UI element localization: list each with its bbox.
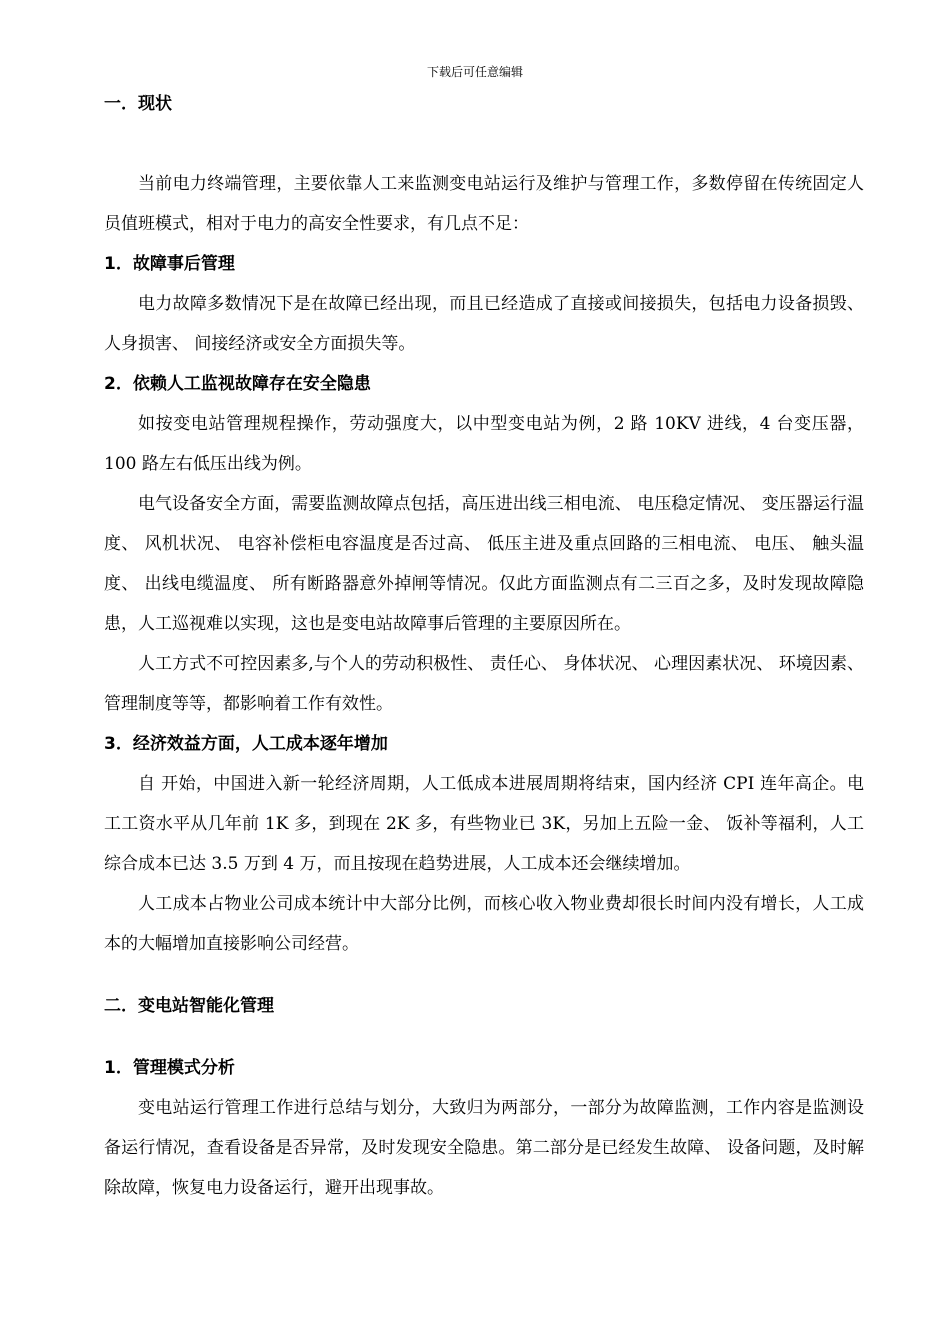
paragraph: 电气设备安全方面，需要监测故障点包括，高压进出线三相电流、 电压稳定情况、 变压器运行温度、 风机状况、 电容补偿柜电容温度是否过高、 低压主进及重点回路的三相电流、 电压、 触头温度、 出线电缆温度、 所有断路器意外掉闸等情况。仅此方面监测点有二三百之多，及时发现故障隐患，人工巡视难以实现，这也是变电站故障事后管理的主要原因所在。: [104, 494, 864, 634]
subsection-heading-management-mode: 1．管理模式分析: [104, 1058, 235, 1078]
paragraph: 自 开始，中国进入新一轮经济周期，人工低成本进展周期将结束，国内经济 CPI 连年高企。电工工资水平从几年前 1K 多，到现在 2K 多，有些物业已 3K，另加上五险一金、 饭补等福利，人工综合成本已达 3.5 万到 4 万，而且按现在趋势进展，人工成本还会继续增加。: [104, 774, 864, 874]
document-body: [104, 84, 864, 1208]
section-1-title: 一．现状: [104, 94, 172, 114]
paragraph: 人工方式不可控因素多,与个人的劳动积极性、 责任心、 身体状况、 心理因素状况、 环境因素、 管理制度等等，都影响着工作有效性。: [104, 654, 864, 714]
spacer: [104, 1026, 864, 1048]
section-1-intro: 当前电力终端管理，主要依靠人工来监测变电站运行及维护与管理工作，多数停留在传统固定人员值班模式，相对于电力的高安全性要求，有几点不足：: [104, 174, 864, 234]
spacer: [104, 964, 864, 986]
paragraph: 电力故障多数情况下是在故障已经出现，而且已经造成了直接或间接损失，包括电力设备损毁、 人身损害、 间接经济或安全方面损失等。: [104, 294, 864, 354]
paragraph: 变电站运行管理工作进行总结与划分，大致归为两部分，一部分为故障监测，工作内容是监测设备运行情况，查看设备是否异常，及时发现安全隐患。第二部分是已经发生故障、 设备问题，及时解除故障，恢复电力设备运行，避开出现事故。: [104, 1098, 864, 1198]
subsection-heading-economic-benefit: 3．经济效益方面，人工成本逐年增加: [104, 734, 388, 754]
page-header: 下载后可任意编辑: [426, 65, 523, 79]
paragraph: 如按变电站管理规程操作，劳动强度大，以中型变电站为例，2 路 10KV 进线，4 台变压器，100 路左右低压出线为例。: [104, 414, 864, 474]
spacer: [104, 124, 864, 164]
paragraph: 人工成本占物业公司成本统计中大部分比例，而核心收入物业费却很长时间内没有增长，人工成本的大幅增加直接影响公司经营。: [104, 894, 864, 954]
subsection-heading-manual-monitoring: 2．依赖人工监视故障存在安全隐患: [104, 374, 371, 394]
section-2-title: 二．变电站智能化管理: [104, 996, 274, 1016]
subsection-heading-fault-after: 1．故障事后管理: [104, 254, 235, 274]
